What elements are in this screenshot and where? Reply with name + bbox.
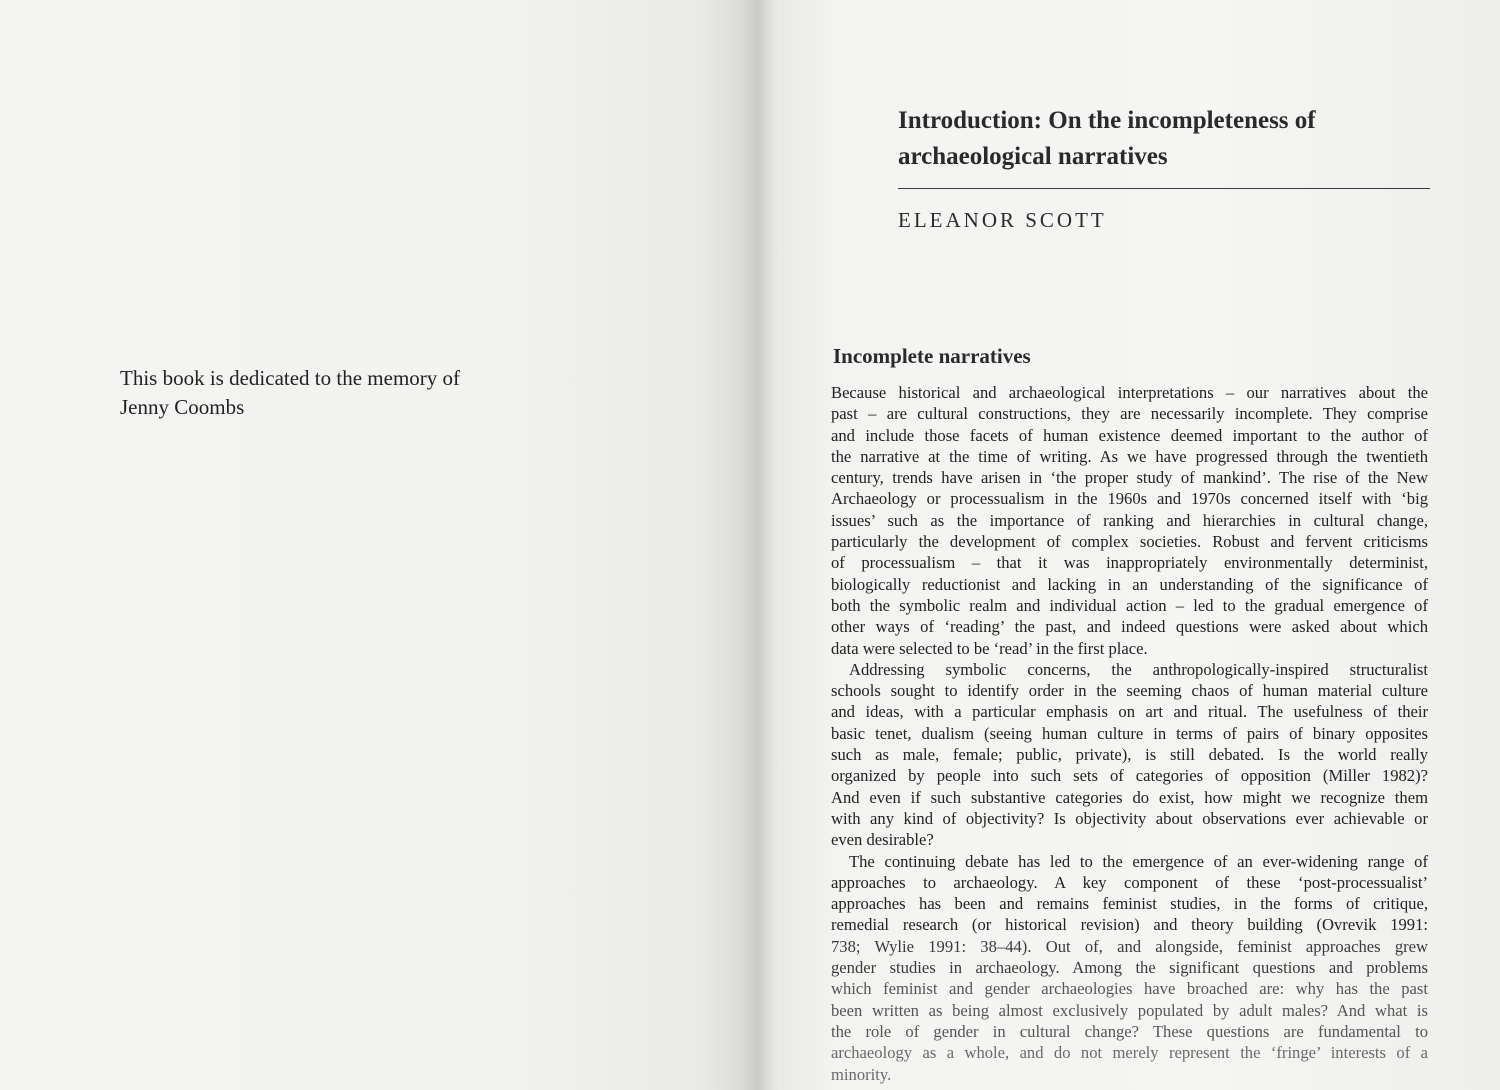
text-line: Because historical and archaeological interpretations – our narratives about the xyxy=(831,383,1428,402)
text-line: biologically reductionist and lacking in an understanding of the significance of xyxy=(831,574,1428,594)
text-line: the role of gender in cultural change? These questions are fundamental to xyxy=(831,1021,1428,1041)
dedication xyxy=(120,364,540,422)
text-line: been written as being almost exclusively populated by adult males? And what is xyxy=(831,1000,1428,1020)
text-line: And even if such substantive categories do exist, how might we recognize them xyxy=(831,787,1428,807)
title-rule xyxy=(898,188,1430,189)
text-line: archaeology as a whole, and do not merely represent the ‘fringe’ interests of a xyxy=(831,1043,1428,1063)
text-line: such as male, female; public, private), is still debated. Is the world really xyxy=(831,745,1428,765)
text-line: both the symbolic realm and individual action – led to the gradual emergence of xyxy=(831,595,1428,615)
section-heading: Incomplete narratives xyxy=(833,344,1031,368)
chapter-author: ELEANOR SCOTT xyxy=(898,208,1107,232)
chapter-title xyxy=(898,103,1418,175)
dedication-line: Jenny Coombs xyxy=(120,395,245,419)
text-line: which feminist and gender archaeologies have broached are: why has the past xyxy=(831,979,1428,999)
text-line: approaches has been and remains feminist studies, in the forms of critique, xyxy=(831,894,1428,914)
text-line: 738; Wylie 1991: 38–44). Out of, and alongside, feminist approaches grew xyxy=(831,936,1428,956)
paragraph-3 xyxy=(831,851,1428,1085)
body-text xyxy=(831,382,1428,1085)
text-line: with any kind of objectivity? Is objectivity about observations ever achievable or xyxy=(831,808,1428,828)
text-line: other ways of ‘reading’ the past, and indeed questions were asked about which xyxy=(831,617,1428,637)
chapter-title-line: archaeological narratives xyxy=(898,143,1168,170)
text-line: Addressing symbolic concerns, the anthropologically-inspired structuralist xyxy=(849,659,1428,679)
text-line: century, trends have arisen in ‘the proper study of mankind’. The rise of the New xyxy=(831,468,1428,488)
text-line: approaches to archaeology. A key component of these ‘post-processualist’ xyxy=(831,872,1428,892)
text-line: even desirable? xyxy=(831,830,934,850)
text-line: schools sought to identify order in the seeming chaos of human material culture xyxy=(831,681,1428,701)
text-line: Archaeology or processualism in the 1960s and 1970s concerned itself with ‘big xyxy=(831,489,1428,509)
text-line: particularly the development of complex societies. Robust and fervent criticisms xyxy=(831,532,1428,552)
text-line: remedial research (or historical revision) and theory building (Ovrevik 1991: xyxy=(831,915,1428,935)
text-line: the narrative at the time of writing. As we have progressed through the twentieth xyxy=(831,446,1428,466)
chapter-title-line: Introduction: On the incompleteness of xyxy=(898,107,1316,134)
text-line: issues’ such as the importance of ranking and hierarchies in cultural change, xyxy=(831,510,1428,530)
text-line: data were selected to be ‘read’ in the first place. xyxy=(831,638,1148,658)
book-gutter xyxy=(740,0,780,1090)
text-line: basic tenet, dualism (seeing human culture in terms of pairs of binary opposites xyxy=(831,723,1428,743)
text-line: and ideas, with a particular emphasis on art and ritual. The usefulness of their xyxy=(831,702,1428,722)
text-line: The continuing debate has led to the emergence of an ever-widening range of xyxy=(849,851,1428,871)
text-line: of processualism – that it was inappropriately environmentally determinist, xyxy=(831,553,1428,573)
text-line: and include those facets of human existence deemed important to the author of xyxy=(831,425,1428,445)
left-page xyxy=(0,0,748,1090)
text-line: organized by people into such sets of categories of opposition (Miller 1982)? xyxy=(831,766,1428,786)
text-line: past – are cultural constructions, they are necessarily incomplete. They comprise xyxy=(831,404,1428,424)
paragraph-2 xyxy=(831,659,1428,851)
text-line: gender studies in archaeology. Among the significant questions and problems xyxy=(831,958,1428,978)
paragraph-1 xyxy=(831,382,1428,659)
text-line: minority. xyxy=(831,1064,892,1084)
dedication-line: This book is dedicated to the memory of xyxy=(120,366,461,390)
